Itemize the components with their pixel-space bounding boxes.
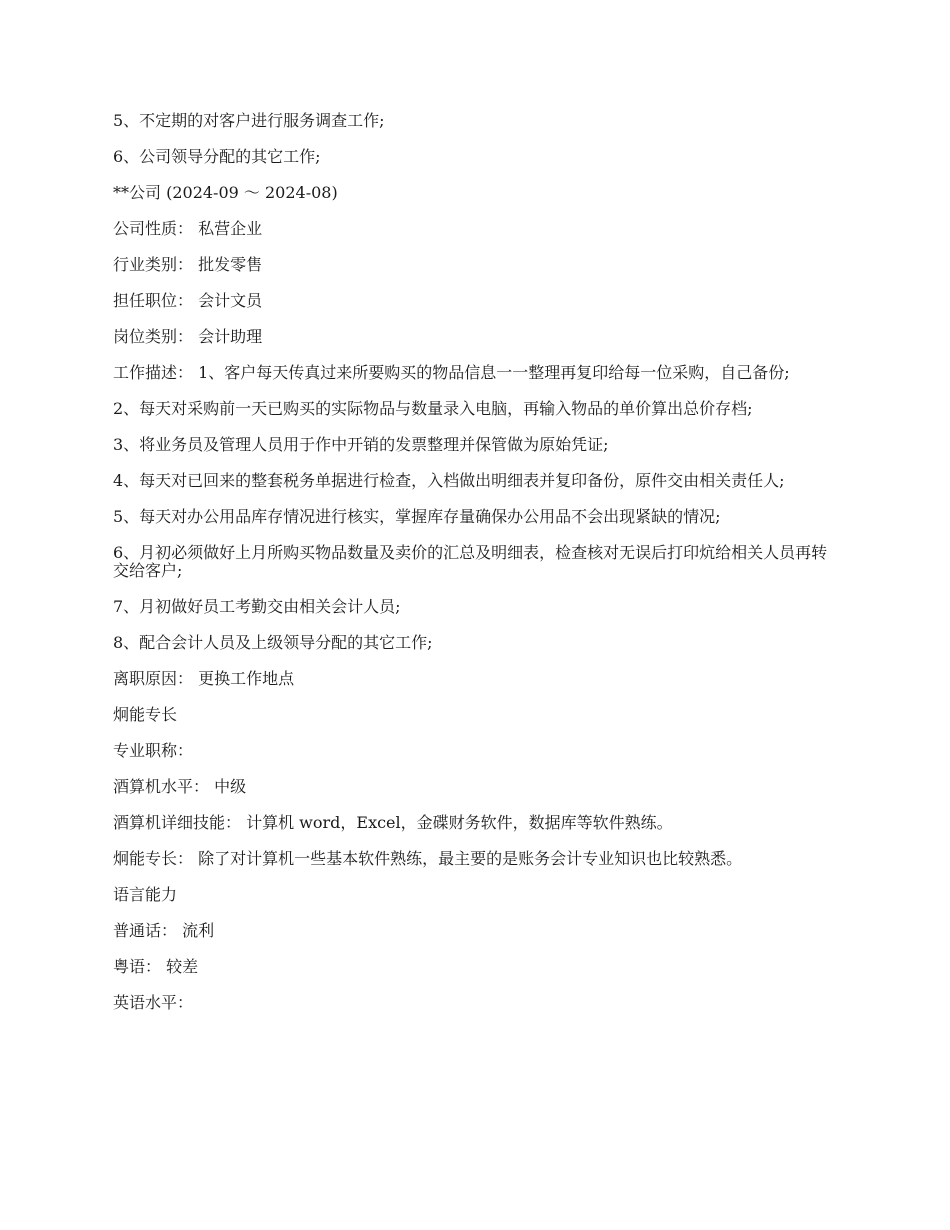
paragraph: 4、每天对已回来的整套税务单据进行检查，入档做出明细表并复印备份，原件交由相关责任人; [113, 471, 785, 490]
company-type: 公司性质： 私营企业 [113, 219, 263, 238]
company-heading: **公司 (2024-09 ～ 2024-08) [113, 183, 338, 202]
job-category: 岗位类别： 会计助理 [113, 327, 263, 346]
paragraph: 2、每天对采购前一天已购买的实际物品与数量录入电脑，再输入物品的单价算出总价存档; [113, 399, 753, 418]
paragraph: 3、将业务员及管理人员用于作中开销的发票整理并保管做为原始凭证; [113, 435, 609, 454]
paragraph: 7、月初做好员工考勤交由相关会计人员; [113, 597, 401, 616]
cantonese-level: 粤语： 较差 [113, 957, 199, 976]
paragraph: 6、公司领导分配的其它工作; [113, 147, 321, 166]
industry-category: 行业类别： 批发零售 [113, 255, 263, 274]
section-heading-skills: 炯能专长 [113, 705, 178, 724]
mandarin-level: 普通话： 流利 [113, 921, 215, 940]
job-description: 工作描述： 1、客户每天传真过来所要购买的物品信息一一整理再复印给每一位采购，自己备份; [113, 363, 790, 382]
document-body [113, 112, 835, 1030]
english-level: 英语水平： [113, 993, 194, 1012]
computer-skills: 酒算机详细技能： 计算机 word，Excel，金碟财务软件，数据库等软件熟练。 [113, 813, 673, 832]
paragraph: 5、每天对办公用品库存情况进行核实，掌握库存量确保办公用品不会出现紧缺的情况; [113, 507, 721, 526]
skills-description: 炯能专长： 除了对计算机一些基本软件熟练，最主要的是账务会计专业知识也比较熟悉。 [113, 849, 743, 868]
paragraph: 6、月初必须做好上月所购买物品数量及卖价的汇总及明细表，检查核对无误后打印炕给相关人员再转交给客户; [113, 543, 828, 580]
paragraph: 8、配合会计人员及上级领导分配的其它工作; [113, 633, 433, 652]
professional-title: 专业职称： [113, 741, 194, 760]
leaving-reason: 离职原因： 更换工作地点 [113, 669, 295, 688]
computer-level: 酒算机水平： 中级 [113, 777, 247, 796]
job-position: 担任职位： 会计文员 [113, 291, 263, 310]
paragraph: 5、不定期的对客户进行服务调查工作; [113, 111, 385, 130]
section-heading-languages: 语言能力 [113, 885, 178, 904]
